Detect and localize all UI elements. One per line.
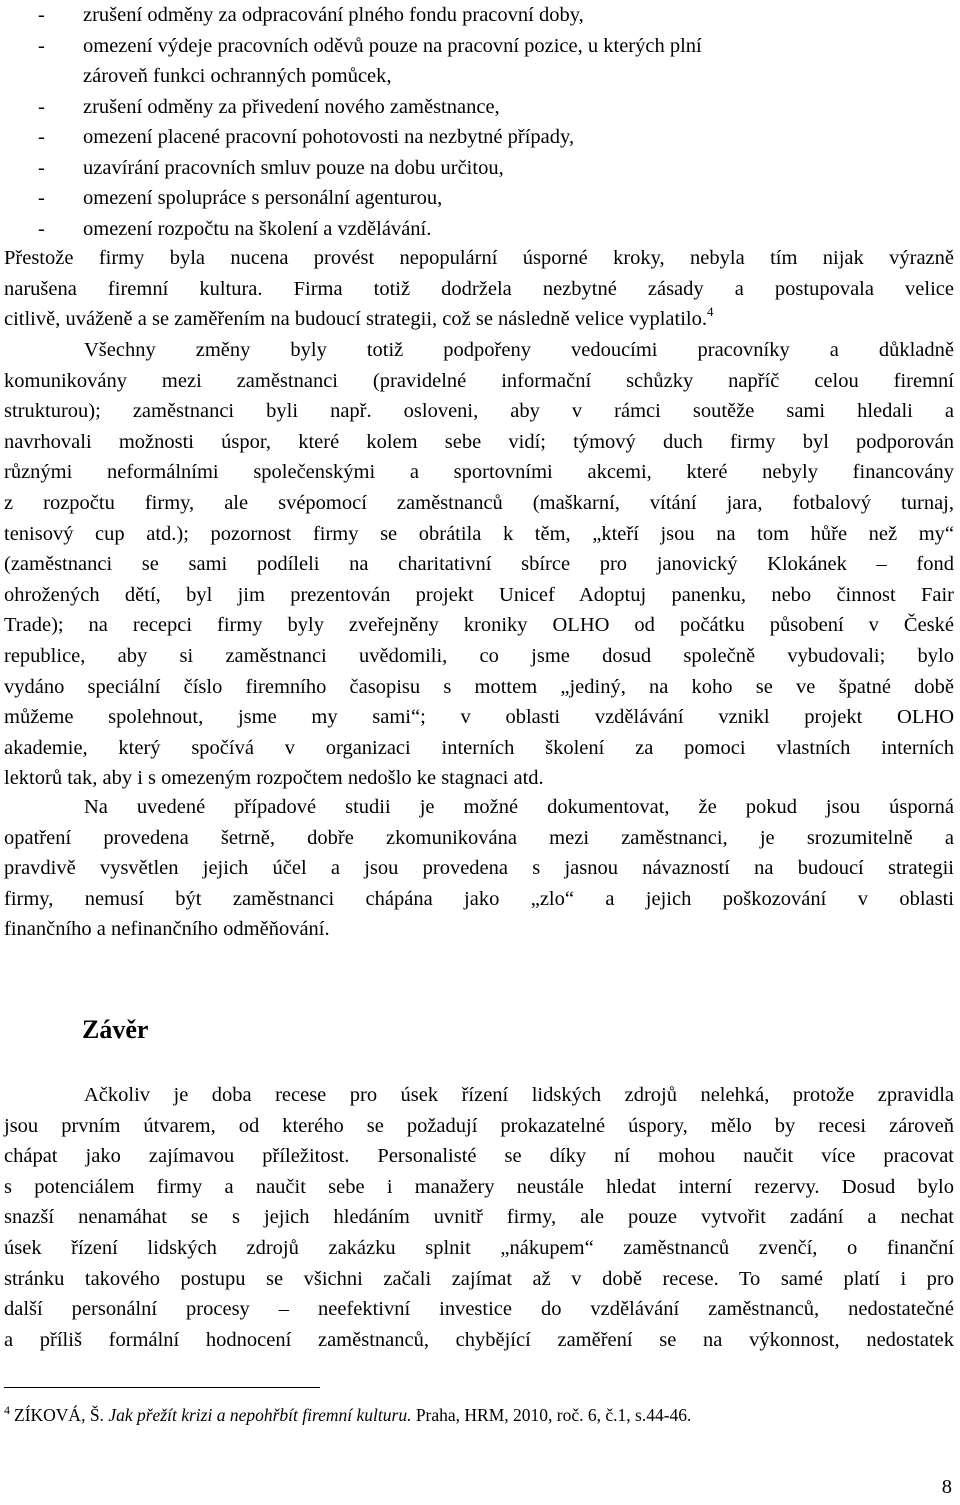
text-line (4, 304, 954, 335)
text-line: Trade); na recepci firmy byly zveřejněny kroniky OLHO od počátku působení v České (4, 614, 954, 637)
text-line-content: citlivě, uváženě a se zaměřením na budoucí strategii, což se následně velice vyplatilo. (4, 308, 707, 331)
text-line: lektorů tak, aby i s omezeným rozpočtem nedošlo ke stagnaci atd. (4, 767, 544, 790)
section-heading: Závěr (82, 1015, 149, 1044)
list-item-text: omezení placené pracovní pohotovosti na nezbytné případy, (83, 126, 575, 148)
footnote-author: ZÍKOVÁ, Š. (14, 1405, 104, 1425)
bullet-dash: - (38, 4, 45, 26)
text-line: z rozpočtu firmy, ale svépomocí zaměstnanců (maškarní, vítání jara, fotbalový turnaj, (4, 491, 954, 514)
text-line: snazší nenamáhat se s jejich hledáním uvnitř firmy, ale pouze vytvořit zadání a nechat (4, 1206, 954, 1229)
list-item-text: omezení rozpočtu na školení a vzdělávání. (83, 217, 432, 240)
list-item-text: omezení spolupráce s personální agenturou, (83, 187, 443, 209)
list-item-text: uzavírání pracovních smluv pouze na dobu určitou, (83, 156, 504, 179)
page-number: 8 (941, 1476, 952, 1498)
paragraph (4, 1080, 954, 1355)
bullet-dash: - (38, 95, 45, 118)
text-line: můžeme spolehnout, jsme my sami“; v oblasti vzdělávání vznikl projekt OLHO (4, 706, 954, 729)
text-line: narušena firemní kultura. Firma totiž dodržela nezbytné zásady a postupovala velice (4, 277, 954, 300)
text-line (4, 335, 954, 366)
footnote (4, 1401, 691, 1429)
text-line: akademie, který spočívá v organizaci interních školení za pomoci vlastních interních (4, 736, 954, 759)
footnote-publication: Praha, HRM, 2010, roč. 6, č.1, s.44-46. (415, 1405, 692, 1425)
text-line: stránku takového postupu se všichni začali zajímat až v době recese. To samé platí i pro (4, 1267, 954, 1290)
text-line: pravdivě vysvětlen jejich účel a jsou provedena s jasnou návazností na budoucí strategii (4, 857, 954, 880)
list-item-text: zrušení odměny za odpracování plného fondu pracovní doby, (83, 4, 584, 26)
bullet-dash: - (38, 217, 45, 240)
text-line (4, 1080, 954, 1111)
list-item-text: omezení výdeje pracovních oděvů pouze na pracovní pozice, u kterých plní (83, 34, 702, 57)
paragraph (4, 792, 954, 945)
text-line: navrhovali možnosti úspor, které kolem sebe vidí; týmový duch firmy byl podporován (4, 430, 954, 453)
bullet-dash: - (38, 34, 45, 57)
text-line: jsou prvním útvarem, od kterého se požadují prokazatelné úspory, mělo by recesi zároveň (4, 1114, 954, 1137)
text-line: další personální procesy – neefektivní investice do vzdělávání zaměstnanců, nedostatečné (4, 1298, 954, 1321)
text-line (4, 792, 954, 823)
text-line: a příliš formální hodnocení zaměstnanců, chybějící zaměření se na výkonnost, nedostatek (4, 1328, 954, 1351)
bullet-dash: - (38, 156, 45, 179)
footnote-separator (4, 1387, 320, 1388)
footnote-number: 4 (4, 1403, 10, 1417)
bullet-dash: - (38, 126, 45, 148)
text-line: s potenciálem firmy a naučit sebe i manažery neustále hledat interní rezervy. Dosud bylo (4, 1175, 954, 1198)
text-line: finančního a nefinančního odměňování. (4, 918, 330, 941)
footnote-title: Jak přežít krizi a nepohřbít firemní kulturu. (108, 1405, 412, 1425)
paragraph (4, 243, 954, 335)
footnote-reference: 4 (706, 304, 714, 320)
text-line: opatření provedena šetrně, dobře zkomunikována mezi zaměstnanci, je srozumitelně a (4, 826, 954, 849)
text-line-content: Všechny změny byly totiž podpořeny vedoucími pracovníky a důkladně (84, 339, 954, 361)
text-line: ohrožených dětí, byl jim prezentován projekt Unicef Adoptuj panenku, nebo činnost Fair (4, 583, 954, 606)
text-line: republice, aby si zaměstnanci uvědomili, co jsme dosud společně vybudovali; bylo (4, 644, 954, 667)
text-line: Přestože firmy byla nucena provést nepopulární úsporné kroky, nebyla tím nijak výrazně (4, 247, 954, 269)
text-line: firmy, nemusí být zaměstnanci chápána jako „zlo“ a jejich poškozování v oblasti (4, 887, 954, 910)
text-line: úsek řízení lidských zdrojů zakázku splnit „nákupem“ zaměstnanců zvenčí, o finanční (4, 1236, 954, 1259)
text-line: komunikovány mezi zaměstnanci (pravidelné informační schůzky napříč celou firemní (4, 369, 954, 392)
text-line: chápat jako zajímavou příležitost. Personalisté se díky ní mohou naučit více pracovat (4, 1145, 954, 1168)
text-line: (zaměstnanci se sami podíleli na charitativní sbírce pro janovický Klokánek – fond (4, 553, 954, 576)
text-line-content: Na uvedené případové studii je možné dokumentovat, že pokud jsou úsporná (84, 796, 954, 818)
text-line: vydáno speciální číslo firemního časopisu s mottem „jediný, na koho se ve špatné době (4, 675, 954, 698)
text-line: různými neformálními společenskými a sportovními akcemi, které nebyly financovány (4, 461, 954, 484)
paragraph (4, 335, 954, 794)
list-item-text: zrušení odměny za přivedení nového zaměstnance, (83, 95, 500, 118)
bullet-dash: - (38, 187, 45, 209)
list-item-text: zároveň funkci ochranných pomůcek, (83, 65, 392, 87)
text-line: strukturou); zaměstnanci byli např. osloveni, aby v rámci soutěže sami hledali a (4, 400, 954, 423)
text-line: tenisový cup atd.); pozornost firmy se obrátila k těm, „kteří jsou na tom hůře než my“ (4, 522, 954, 545)
text-line-content: Ačkoliv je doba recese pro úsek řízení lidských zdrojů nelehká, protože zpravidla (84, 1084, 954, 1106)
